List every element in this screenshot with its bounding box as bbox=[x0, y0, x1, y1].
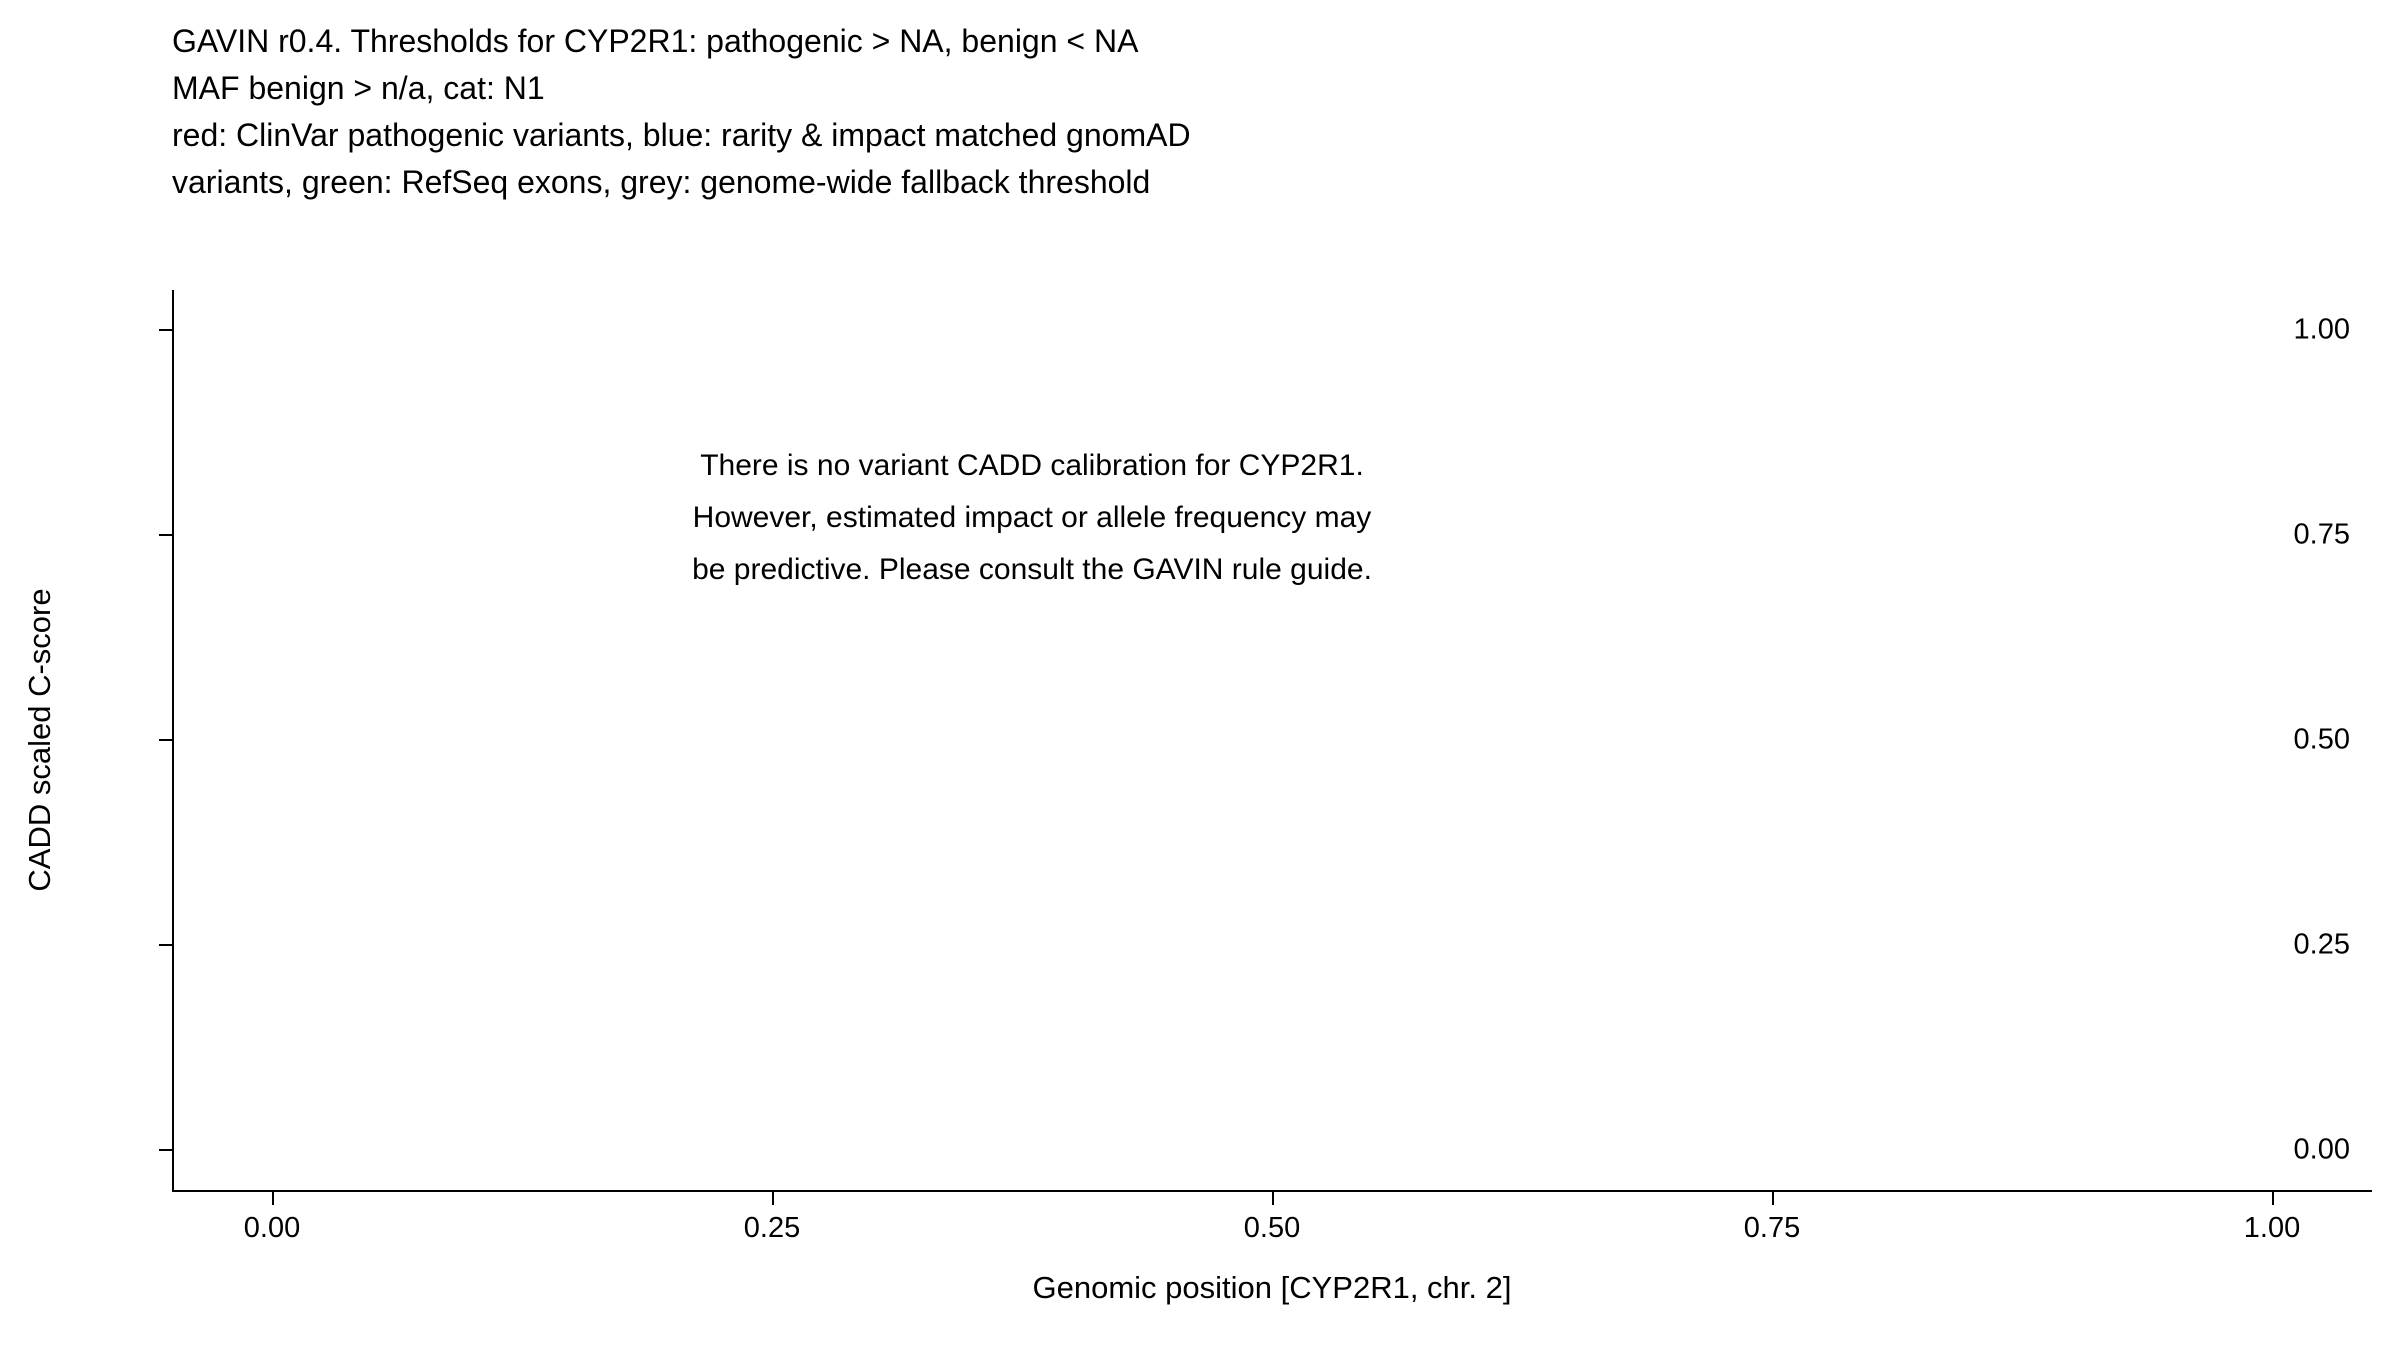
y-tick-label-0.75: 0.75 bbox=[2293, 518, 2350, 551]
plot-annotation bbox=[482, 440, 1582, 596]
x-tick-label-0.75: 0.75 bbox=[1743, 1212, 1801, 1244]
y-axis-title: CADD scaled C-score bbox=[22, 588, 57, 892]
x-tick-mark-0.75 bbox=[1772, 1192, 1774, 1205]
y-axis-line bbox=[172, 290, 174, 1190]
y-tick-mark-1.00 bbox=[159, 329, 172, 331]
chart-title-line-1: GAVIN r0.4. Thresholds for CYP2R1: pathogenic > NA, benign < NA bbox=[172, 23, 1139, 59]
chart-title-line-2: MAF benign > n/a, cat: N1 bbox=[172, 70, 545, 106]
x-tick-mark-1.00 bbox=[2272, 1192, 2274, 1205]
x-axis-title: Genomic position [CYP2R1, chr. 2] bbox=[1032, 1270, 1512, 1305]
y-tick-mark-0.50 bbox=[159, 739, 172, 741]
y-tick-label-1.00: 1.00 bbox=[2293, 313, 2350, 346]
y-tick-mark-0.25 bbox=[159, 944, 172, 946]
plot-annotation-line-2: However, estimated impact or allele frequency may bbox=[692, 501, 1372, 534]
plot-panel bbox=[22, 290, 2372, 1305]
chart-title-block bbox=[172, 18, 2172, 206]
x-tick-mark-0.00 bbox=[272, 1192, 274, 1205]
y-tick-mark-0.00 bbox=[159, 1149, 172, 1151]
x-tick-mark-0.50 bbox=[1272, 1192, 1274, 1205]
plot-annotation-line-1: There is no variant CADD calibration for CYP2R1. bbox=[700, 449, 1364, 482]
x-tick-label-0.00: 0.00 bbox=[243, 1212, 301, 1244]
y-tick-label-0.00: 0.00 bbox=[2293, 1133, 2350, 1166]
chart-title-line-4: variants, green: RefSeq exons, grey: genome-wide fallback threshold bbox=[172, 164, 1151, 200]
x-tick-label-1.00: 1.00 bbox=[2243, 1212, 2301, 1244]
y-tick-label-0.25: 0.25 bbox=[2293, 928, 2350, 961]
x-tick-label-0.50: 0.50 bbox=[1243, 1212, 1301, 1244]
plot-annotation-line-3: be predictive. Please consult the GAVIN rule guide. bbox=[692, 553, 1372, 586]
y-tick-label-0.50: 0.50 bbox=[2293, 723, 2350, 756]
x-tick-label-0.25: 0.25 bbox=[743, 1212, 801, 1244]
y-tick-mark-0.75 bbox=[159, 534, 172, 536]
x-tick-mark-0.25 bbox=[772, 1192, 774, 1205]
chart-title-line-3: red: ClinVar pathogenic variants, blue: rarity & impact matched gnomAD bbox=[172, 117, 1191, 153]
